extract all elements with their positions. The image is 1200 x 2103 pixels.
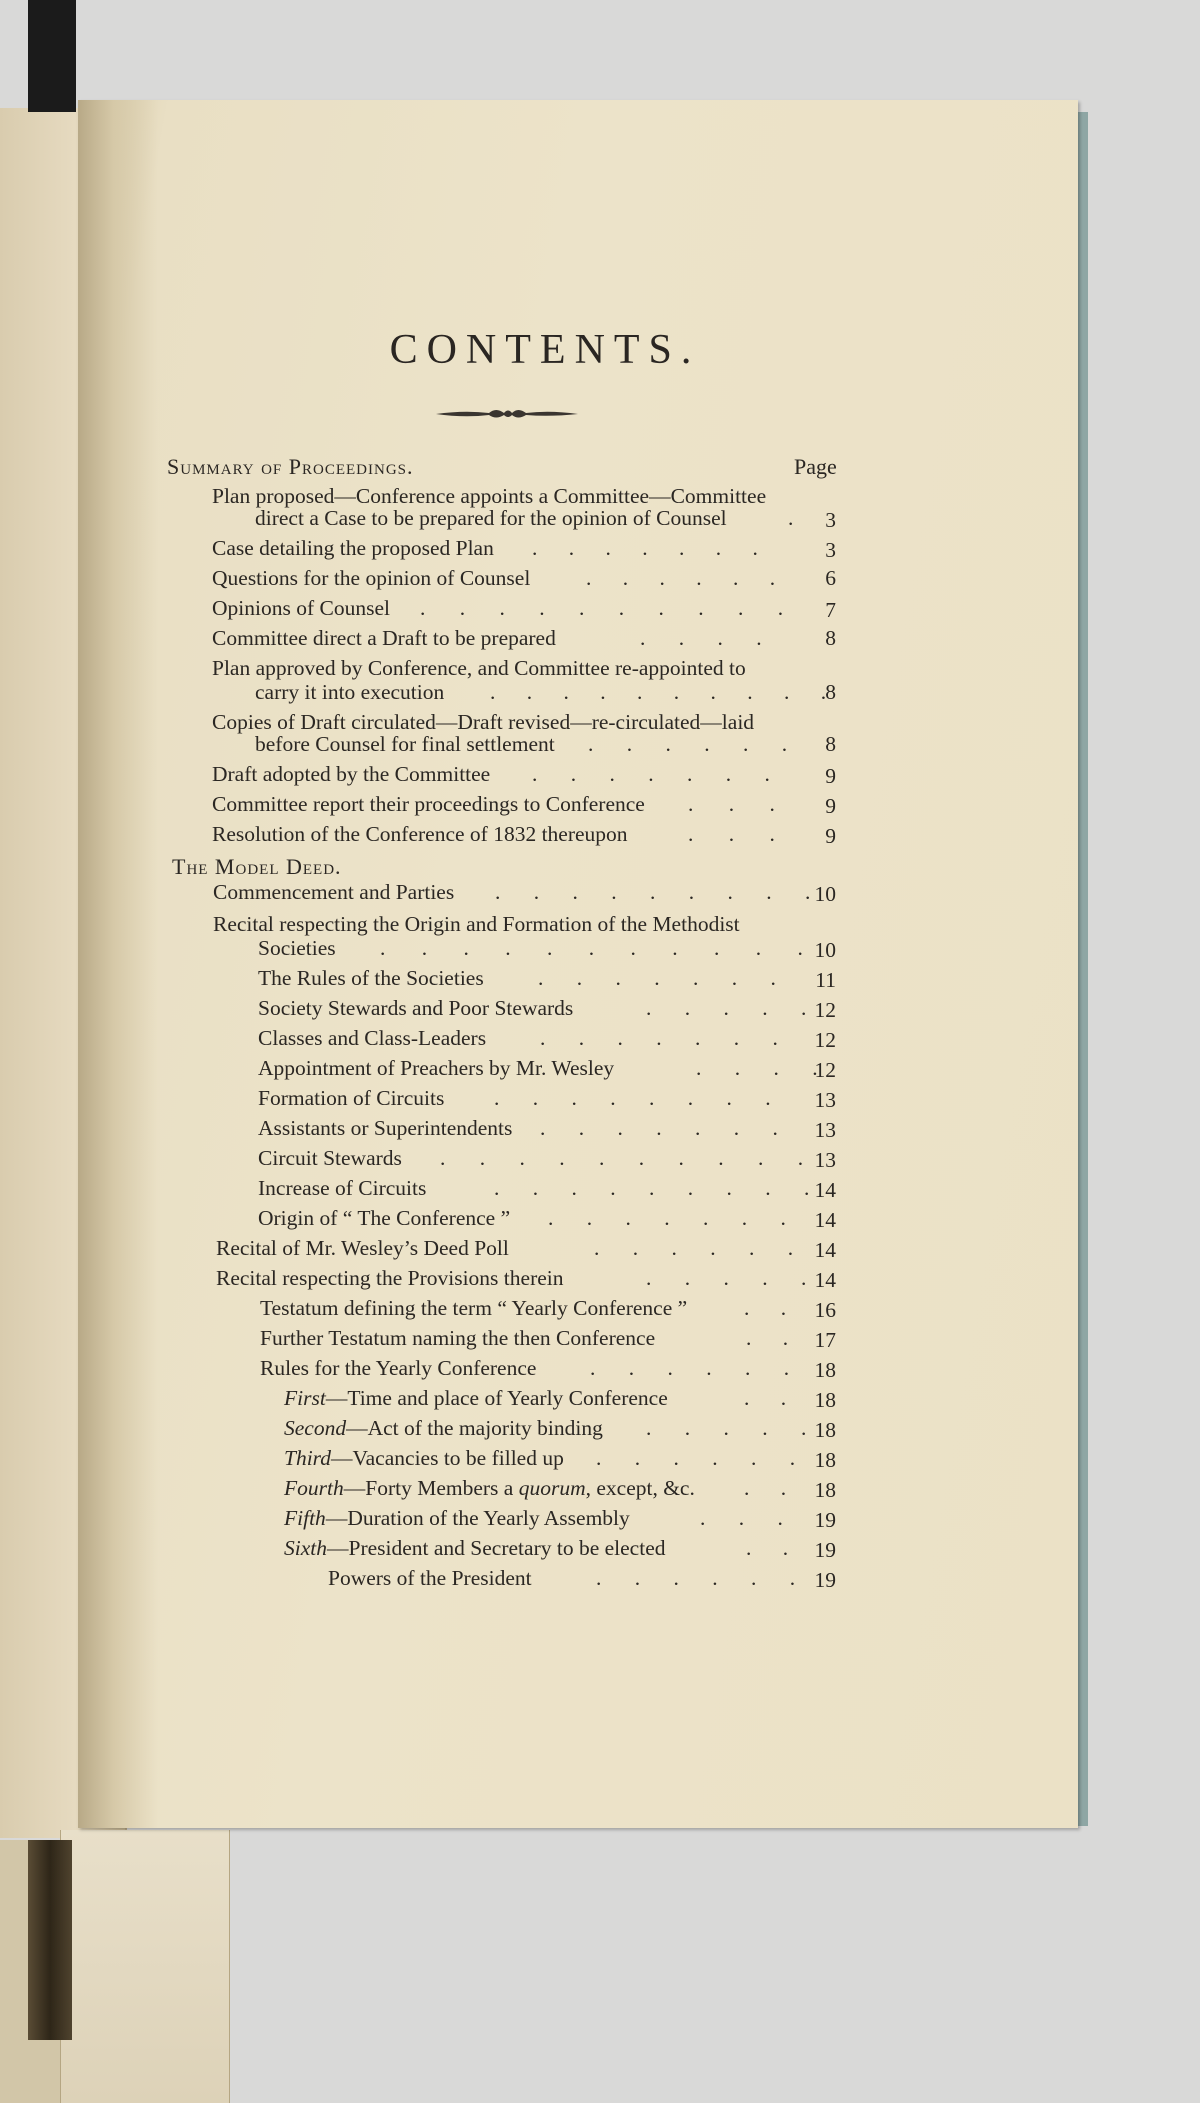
toc-page-number: 18 [814,1418,836,1442]
toc-entry-continuation: carry it into execution [255,680,445,704]
leader-dots: . . . . . . . [540,1026,778,1050]
rule-text: —Time and place of Yearly Conference [325,1386,668,1410]
leader-dots: . . [744,1476,787,1500]
leader-dots: . . . . . . . . . . . [380,936,803,960]
leader-dots: . . . . . . [594,1236,794,1260]
section-heading-model-deed: The Model Deed. [172,854,342,879]
toc-entry: The Rules of the Societies [258,966,484,990]
toc-page-number: 19 [814,1538,836,1562]
rule-text: —President and Secretary to be elected [327,1536,666,1560]
toc-page-number: 3 [825,538,836,562]
leader-dots: . . . . . . . [540,1116,778,1140]
toc-entry-continuation: before Counsel for final settlement [255,732,555,756]
leader-dots: . . [744,1386,787,1410]
toc-page-number: 3 [825,508,836,532]
toc-page-number: 10 [814,938,836,962]
leader-dots: . [788,506,794,530]
leader-dots: . . . . . . [596,1566,796,1590]
rule-label: Sixth [284,1536,327,1560]
toc-entry: Plan approved by Conference, and Committee re-appointed to [212,656,746,680]
rule-label: Third [284,1446,331,1470]
toc-page-number: 18 [814,1358,836,1382]
toc-entry: Recital of Mr. Wesley’s Deed Poll [216,1236,509,1260]
toc-page-number: 13 [814,1088,836,1112]
toc-entry: Commencement and Parties [213,880,455,904]
leader-dots: . . . . . [646,996,807,1020]
leader-dots: . . . . . [646,1416,807,1440]
rule-text: —Vacancies to be filled up [331,1446,564,1470]
rule-tail: , except, &c. [585,1476,695,1500]
leader-dots: . . . . . . . [538,966,776,990]
toc-page-number: 8 [825,680,836,704]
toc-page-number: 14 [814,1268,836,1292]
leader-dots: . . . [688,822,775,846]
toc-page-number: 13 [814,1118,836,1142]
contents-title: CONTENTS. [389,327,701,373]
leader-dots: . . . . [696,1056,818,1080]
toc-entry [284,1478,695,1500]
rule-label: Fourth [284,1476,344,1500]
toc-entry-continuation: direct a Case to be prepared for the opinion of Counsel [255,506,727,530]
toc-page-number: 6 [825,566,836,590]
toc-page-number: 12 [814,1058,836,1082]
toc-entry: Increase of Circuits [258,1176,427,1200]
toc-entry: Classes and Class-Leaders [258,1026,487,1050]
toc-page-number: 11 [815,968,836,992]
leader-dots: . . . . . . [590,1356,790,1380]
toc-entry [284,1538,666,1560]
toc-page-number: 18 [814,1448,836,1472]
toc-page-number: 18 [814,1388,836,1412]
rule-label: Second [284,1416,347,1440]
toc-entry: Further Testatum naming the then Conference [260,1326,656,1350]
toc-entry: Plan proposed—Conference appoints a Committee—Committee [212,484,767,508]
leader-dots: . . . . . . . . . [495,880,811,904]
leader-dots: . . . . . . . . . [494,1176,810,1200]
leader-dots: . . . . . . . [532,536,758,560]
toc-entry: Draft adopted by the Committee [212,762,491,786]
rule-text: —Forty Members a [343,1476,519,1500]
leader-dots: . . . . . . [586,566,776,590]
toc-page-number: 18 [814,1478,836,1502]
toc-page-number: 14 [814,1208,836,1232]
leader-dots: . . . . . . . [532,762,770,786]
toc-entry: Rules for the Yearly Conference [260,1356,537,1380]
toc-page-number: 12 [814,1028,836,1052]
toc-page-number: 8 [825,732,836,756]
toc-entry: Committee direct a Draft to be prepared [212,626,556,650]
toc-entry: Origin of “ The Conference ” [258,1206,511,1230]
toc-entry: Committee report their proceedings to Conference [212,792,645,816]
rule-italic-word: quorum [518,1476,586,1500]
bookmark-ribbon-end [28,1840,72,2040]
toc-page-number: 14 [814,1238,836,1262]
rule-text: —Act of the majority binding [346,1416,603,1440]
leader-dots: . . . . . . . [548,1206,786,1230]
leader-dots: . . . . [640,626,762,650]
toc-entry-continuation: Societies [258,936,336,960]
toc-entry [284,1418,603,1440]
toc-entry: Appointment of Preachers by Mr. Wesley [258,1056,615,1080]
toc-entry [284,1508,630,1530]
toc-page-number: 19 [814,1508,836,1532]
leader-dots: . . . [700,1506,783,1530]
rule-text: —Duration of the Yearly Assembly [325,1506,630,1530]
toc-entry: Assistants or Superintendents [258,1116,513,1140]
toc-page-number: 13 [814,1148,836,1172]
page-column-header: Page [794,454,837,479]
toc-entry: Recital respecting the Provisions therein [216,1266,564,1290]
toc-entry [284,1448,564,1470]
toc-entry: Copies of Draft circulated—Draft revised—re-circulated—laid [212,710,755,734]
toc-entry: Case detailing the proposed Plan [212,536,494,560]
toc-entry: Resolution of the Conference of 1832 thereupon [212,822,628,846]
toc-page-number: 19 [814,1568,836,1592]
section-heading-summary: Summary of Proceedings. [167,454,414,479]
toc-page-number: 9 [825,764,836,788]
leader-dots: . . [746,1326,789,1350]
toc-page-number: 12 [814,998,836,1022]
leader-dots: . . [746,1536,789,1560]
toc-entry: Opinions of Counsel [212,596,390,620]
leader-dots: . . [744,1296,787,1320]
toc-entry: Formation of Circuits [258,1086,445,1110]
toc-page-number: 14 [814,1178,836,1202]
rule-label: First [284,1386,326,1410]
toc-page-number: 9 [825,794,836,818]
page-stub-bottom [60,1830,230,2103]
leader-dots: . . . . . . . . . . [490,680,827,704]
toc-page-number: 9 [825,824,836,848]
leader-dots: . . . . . . [588,732,788,756]
leader-dots: . . . . . [646,1266,807,1290]
leader-dots: . . . . . . . . . . [420,596,784,620]
toc-entry: Powers of the President [328,1566,532,1590]
toc-entry: Recital respecting the Origin and Formation of the Methodist [213,912,740,936]
toc-entry: Questions for the opinion of Counsel [212,566,531,590]
toc-page-number: 17 [814,1328,836,1352]
toc-entry: Testatum defining the term “ Yearly Conference ” [260,1296,688,1320]
toc-page-number: 7 [825,598,836,622]
toc-page-number: 10 [814,882,836,906]
toc-page-number: 8 [825,626,836,650]
leader-dots: . . . . . . . . . . [440,1146,804,1170]
toc-entry [284,1388,668,1410]
toc-page-number: 16 [814,1298,836,1322]
toc-entry: Society Stewards and Poor Stewards [258,996,574,1020]
rule-label: Fifth [284,1506,326,1530]
toc-entry: Circuit Stewards [258,1146,402,1170]
leader-dots: . . . . . . . . [494,1086,771,1110]
leader-dots: . . . [688,792,775,816]
leader-dots: . . . . . . [596,1446,796,1470]
